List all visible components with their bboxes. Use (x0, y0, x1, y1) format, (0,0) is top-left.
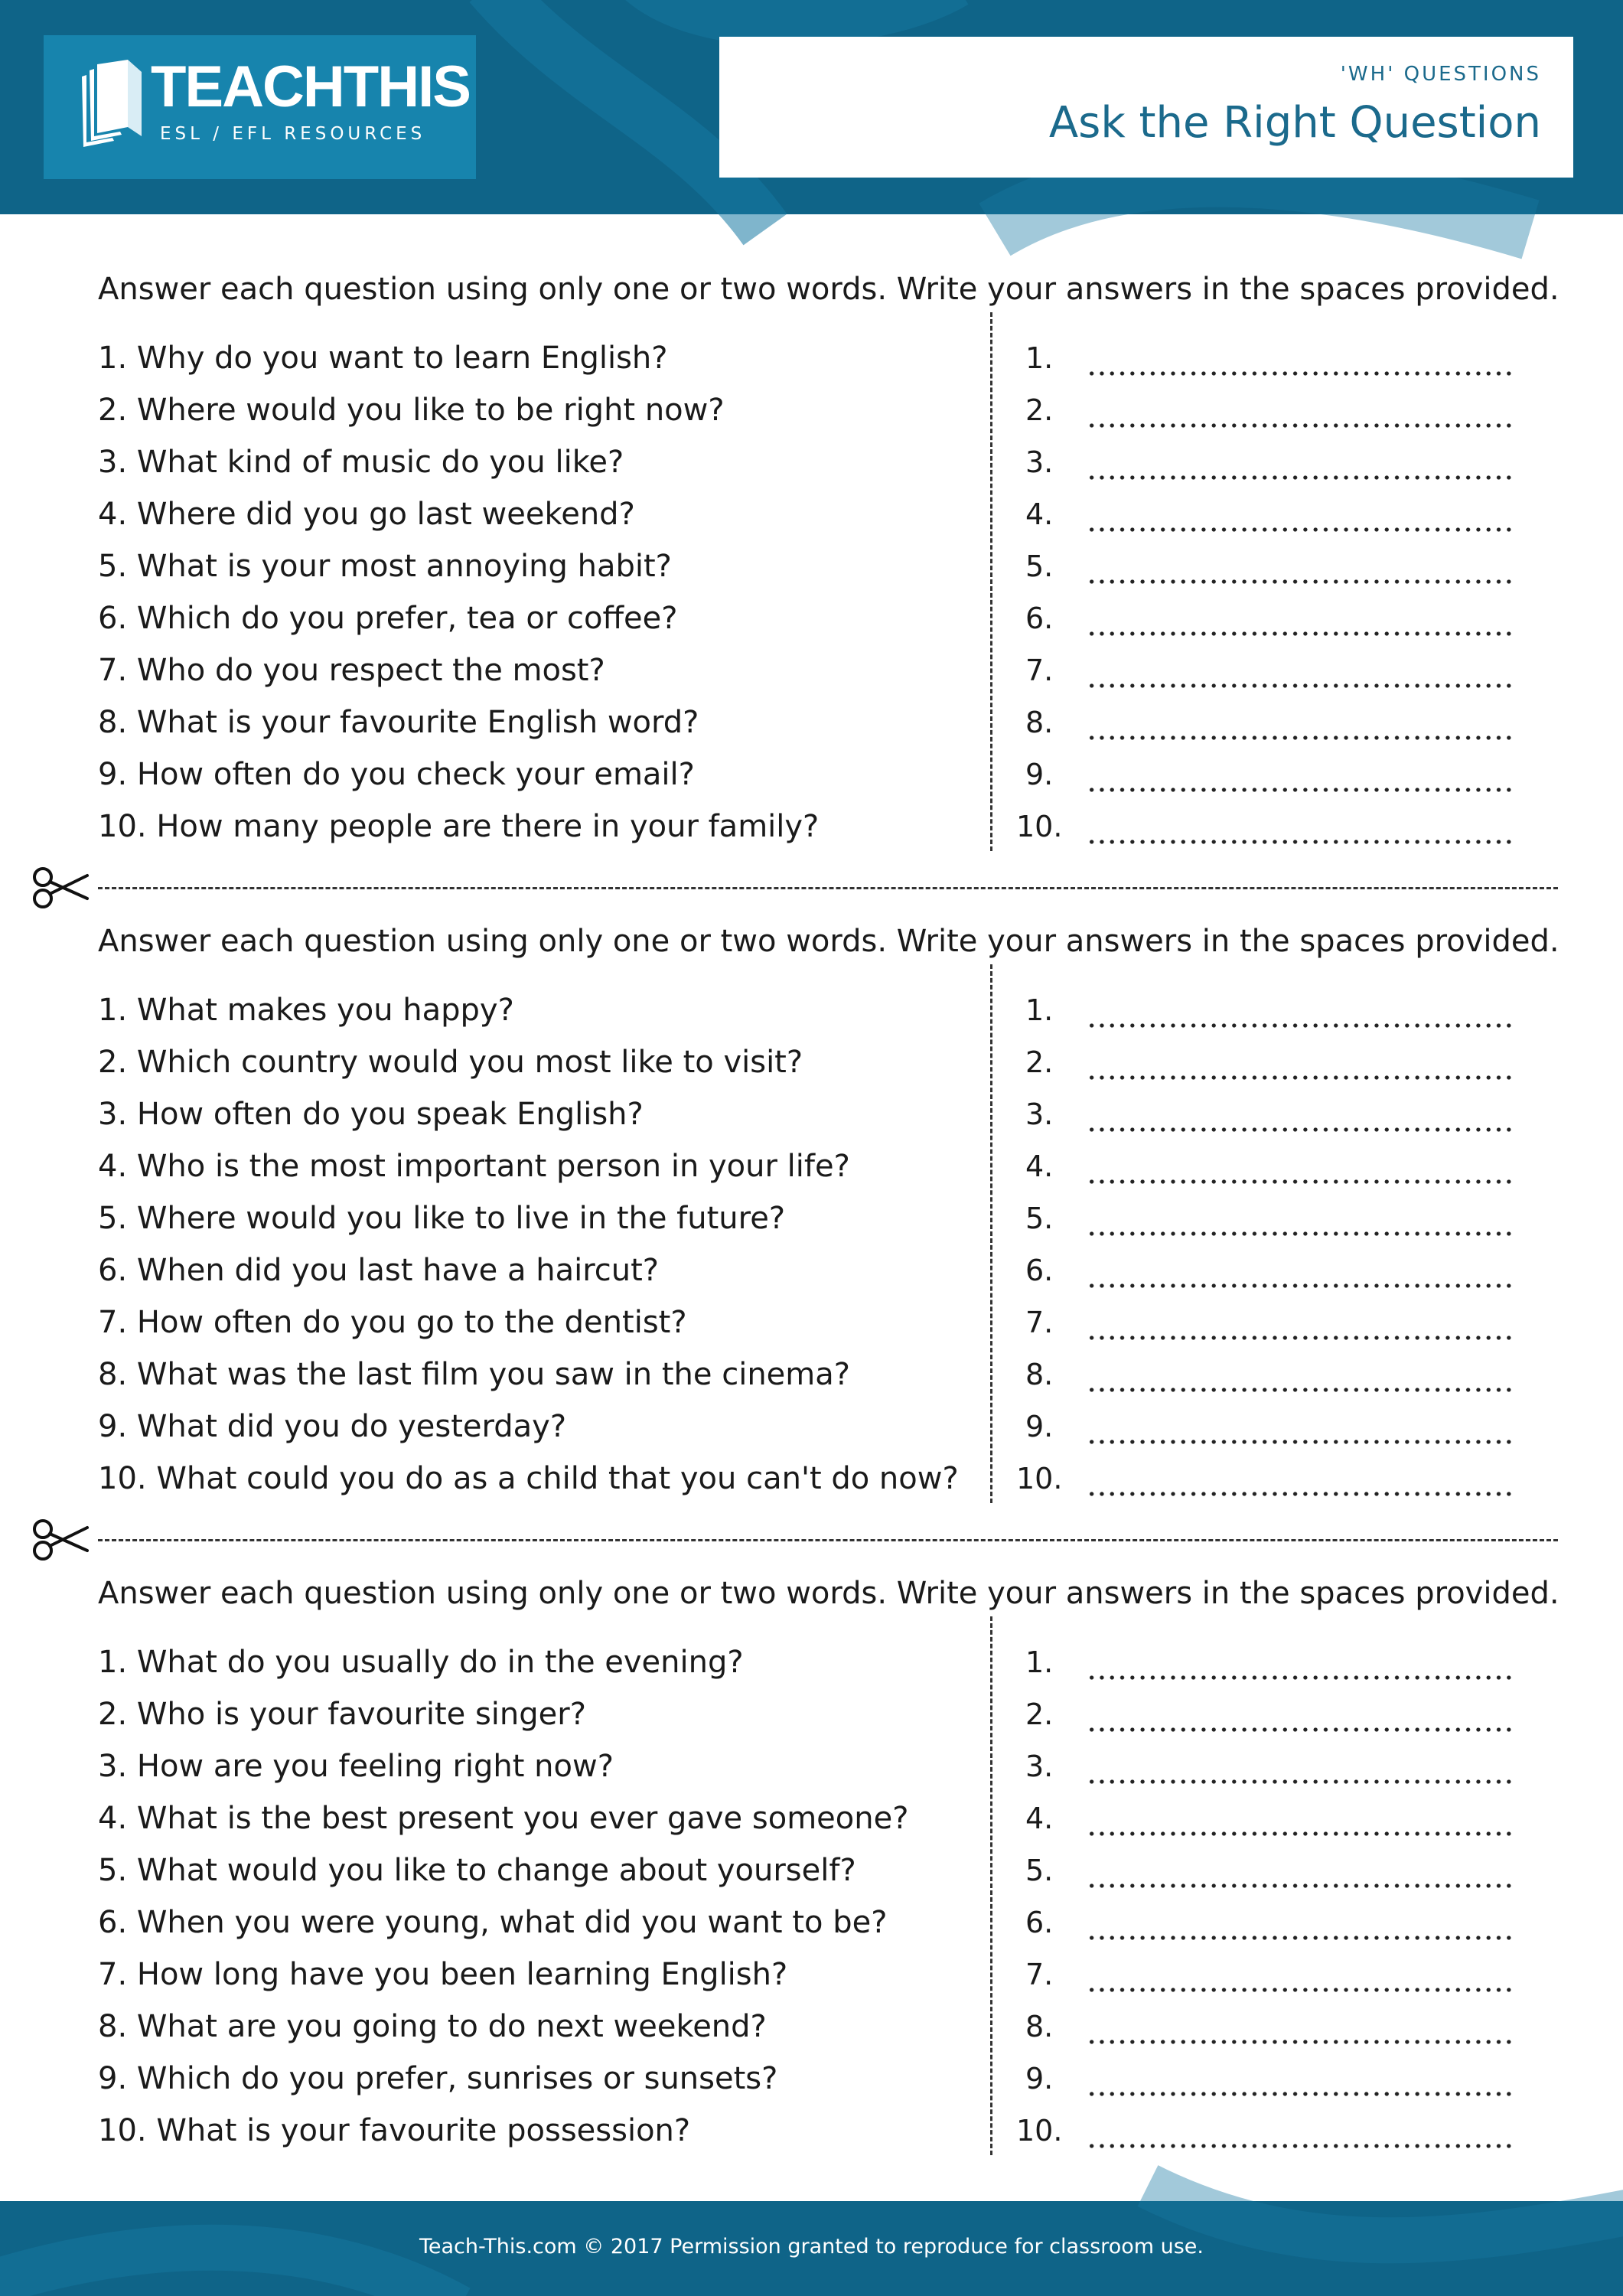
answer-dots (1087, 1335, 1517, 1341)
answer-number: 5. (1025, 1202, 1054, 1235)
answer-number: 10. (1016, 1462, 1063, 1495)
answer-number: 4. (1025, 497, 1054, 531)
cut-dashed-line (98, 887, 1558, 889)
question-item: 9. Which do you prefer, sunrises or sunsets? (98, 2061, 778, 2096)
answer-dots (1087, 787, 1517, 793)
answer-number: 8. (1025, 1358, 1054, 1391)
answer-number: 7. (1025, 1958, 1054, 1991)
title-box (719, 37, 1573, 178)
question-item: 9. How often do you check your email? (98, 757, 695, 792)
answer-number: 6. (1025, 602, 1054, 635)
answer-number: 7. (1025, 1306, 1054, 1339)
answer-line[interactable] (1025, 602, 1523, 640)
answer-number: 9. (1025, 1410, 1054, 1443)
answer-number: 3. (1025, 1097, 1054, 1131)
answer-dots (1087, 631, 1517, 637)
question-item: 3. How are you feeling right now? (98, 1749, 614, 1784)
answer-dots (1087, 683, 1517, 689)
answer-dots (1087, 735, 1517, 741)
answer-line[interactable] (1025, 1306, 1523, 1344)
answer-line[interactable] (1025, 1854, 1523, 1892)
answer-dots (1087, 1022, 1517, 1029)
answer-line[interactable] (1025, 1906, 1523, 1944)
scissors-icon (31, 1517, 92, 1563)
answer-number: 5. (1025, 1854, 1054, 1887)
answer-number: 9. (1025, 2062, 1054, 2095)
answer-number: 3. (1025, 1750, 1054, 1783)
answer-line[interactable] (1025, 393, 1523, 432)
answer-line[interactable] (1025, 1358, 1523, 1396)
answer-line[interactable] (1025, 706, 1523, 744)
answer-line[interactable] (1016, 1462, 1523, 1500)
answer-dots (1087, 370, 1517, 377)
answer-number: 3. (1025, 445, 1054, 479)
answer-line[interactable] (1025, 1958, 1523, 1996)
answer-dots (1087, 1779, 1517, 1785)
answer-number: 4. (1025, 1802, 1054, 1835)
answer-line[interactable] (1025, 2010, 1523, 2048)
answer-line[interactable] (1016, 810, 1523, 848)
worksheet-section-3 (0, 1575, 1623, 2187)
answer-number: 6. (1025, 1254, 1054, 1287)
column-divider (990, 312, 992, 851)
answer-dots (1087, 1387, 1517, 1393)
question-item: 2. Which country would you most like to visit? (98, 1045, 803, 1080)
answer-line[interactable] (1025, 654, 1523, 692)
answer-line[interactable] (1025, 1645, 1523, 1684)
answer-dots (1087, 579, 1517, 585)
answer-number: 10. (1016, 2114, 1063, 2148)
answer-line[interactable] (1025, 497, 1523, 536)
answer-number: 6. (1025, 1906, 1054, 1939)
question-item: 10. How many people are there in your family? (98, 809, 820, 844)
column-divider (990, 964, 992, 1503)
answer-dots (1087, 1439, 1517, 1445)
answer-line[interactable] (1025, 758, 1523, 796)
answer-line[interactable] (1025, 1698, 1523, 1736)
scissors-icon (31, 865, 92, 911)
answer-line[interactable] (1025, 550, 1523, 588)
question-item: 5. What would you like to change about yourself? (98, 1853, 856, 1888)
answer-line[interactable] (1016, 2114, 1523, 2152)
question-item: 8. What are you going to do next weekend? (98, 2009, 767, 2044)
answer-dots (1087, 2091, 1517, 2097)
answer-line[interactable] (1025, 341, 1523, 380)
question-item: 6. Which do you prefer, tea or coffee? (98, 601, 678, 636)
answer-number: 5. (1025, 550, 1054, 583)
answer-number: 9. (1025, 758, 1054, 791)
worksheet-section-1 (0, 271, 1623, 883)
answer-number: 8. (1025, 706, 1054, 739)
question-item: 5. Where would you like to live in the future? (98, 1201, 786, 1236)
question-item: 5. What is your most annoying habit? (98, 549, 672, 584)
answer-line[interactable] (1025, 1410, 1523, 1448)
instruction-text: Answer each question using only one or two words. Write your answers in the spaces provided. (98, 272, 1559, 307)
answer-number: 1. (1025, 1645, 1054, 1679)
instruction-text: Answer each question using only one or two words. Write your answers in the spaces provided. (98, 924, 1559, 959)
answer-number: 2. (1025, 1045, 1054, 1079)
answer-line[interactable] (1025, 2062, 1523, 2100)
answer-line[interactable] (1025, 1097, 1523, 1136)
answer-dots (1087, 1675, 1517, 1681)
answer-number: 7. (1025, 654, 1054, 687)
worksheet-topic: 'WH' QUESTIONS (1340, 63, 1541, 86)
worksheet-section-2 (0, 923, 1623, 1535)
answer-dots (1087, 422, 1517, 429)
answer-line[interactable] (1025, 993, 1523, 1032)
answer-number: 10. (1016, 810, 1063, 843)
book-logo-icon (74, 57, 151, 148)
question-item: 2. Who is your favourite singer? (98, 1697, 586, 1732)
question-item: 9. What did you do yesterday? (98, 1409, 567, 1444)
question-item: 7. Who do you respect the most? (98, 653, 605, 688)
logo-subtitle: ESL / EFL RESOURCES (160, 124, 426, 144)
answer-dots (1087, 1075, 1517, 1081)
question-item: 1. What do you usually do in the evening? (98, 1645, 744, 1680)
question-item: 8. What was the last film you saw in the cinema? (98, 1357, 850, 1392)
answer-line[interactable] (1025, 1254, 1523, 1292)
question-item: 10. What is your favourite possession? (98, 2113, 691, 2148)
answer-line[interactable] (1025, 445, 1523, 484)
cut-dashed-line (98, 1539, 1558, 1541)
question-item: 4. Where did you go last weekend? (98, 497, 635, 532)
question-item: 3. What kind of music do you like? (98, 445, 624, 480)
question-item: 7. How long have you been learning English? (98, 1957, 788, 1992)
answer-line[interactable] (1025, 1750, 1523, 1788)
logo-title: TEACHTHIS (151, 54, 470, 119)
answer-dots (1087, 1231, 1517, 1237)
answer-dots (1087, 1987, 1517, 1993)
page-header (0, 0, 1623, 214)
answer-dots (1087, 1283, 1517, 1289)
answer-number: 8. (1025, 2010, 1054, 2043)
question-item: 7. How often do you go to the dentist? (98, 1305, 687, 1340)
answer-dots (1087, 1883, 1517, 1889)
answer-number: 2. (1025, 393, 1054, 427)
answer-line[interactable] (1025, 1150, 1523, 1188)
answer-dots (1087, 1179, 1517, 1185)
page-title: Ask the Right Question (1048, 98, 1541, 148)
cut-line (31, 865, 1561, 911)
answer-number: 1. (1025, 341, 1054, 375)
answer-dots (1087, 1127, 1517, 1133)
page-footer (0, 2201, 1623, 2296)
answer-line[interactable] (1025, 1045, 1523, 1084)
answer-dots (1087, 839, 1517, 845)
question-item: 1. What makes you happy? (98, 993, 514, 1028)
answer-number: 2. (1025, 1698, 1054, 1731)
question-item: 3. How often do you speak English? (98, 1097, 644, 1132)
answer-dots (1087, 1935, 1517, 1941)
answer-number: 1. (1025, 993, 1054, 1027)
question-item: 1. Why do you want to learn English? (98, 341, 668, 376)
answer-dots (1087, 1831, 1517, 1837)
copyright-notice: Teach-This.com © 2017 Permission granted to reproduce for classroom use. (419, 2235, 1204, 2258)
answer-dots (1087, 1491, 1517, 1497)
column-divider (990, 1616, 992, 2155)
question-item: 6. When you were young, what did you want to be? (98, 1905, 888, 1940)
question-item: 6. When did you last have a haircut? (98, 1253, 660, 1288)
answer-dots (1087, 475, 1517, 481)
answer-dots (1087, 1727, 1517, 1733)
logo[interactable] (44, 35, 476, 179)
question-item: 10. What could you do as a child that you can't do now? (98, 1461, 959, 1496)
answer-number: 4. (1025, 1150, 1054, 1183)
answer-dots (1087, 2039, 1517, 2045)
question-item: 4. Who is the most important person in your life? (98, 1149, 850, 1184)
answer-line[interactable] (1025, 1202, 1523, 1240)
instruction-text: Answer each question using only one or two words. Write your answers in the spaces provided. (98, 1576, 1559, 1611)
question-item: 2. Where would you like to be right now? (98, 393, 725, 428)
cut-line (31, 1517, 1561, 1563)
answer-line[interactable] (1025, 1802, 1523, 1840)
question-item: 4. What is the best present you ever gave someone? (98, 1801, 909, 1836)
answer-dots (1087, 527, 1517, 533)
answer-dots (1087, 2143, 1517, 2149)
question-item: 8. What is your favourite English word? (98, 705, 699, 740)
